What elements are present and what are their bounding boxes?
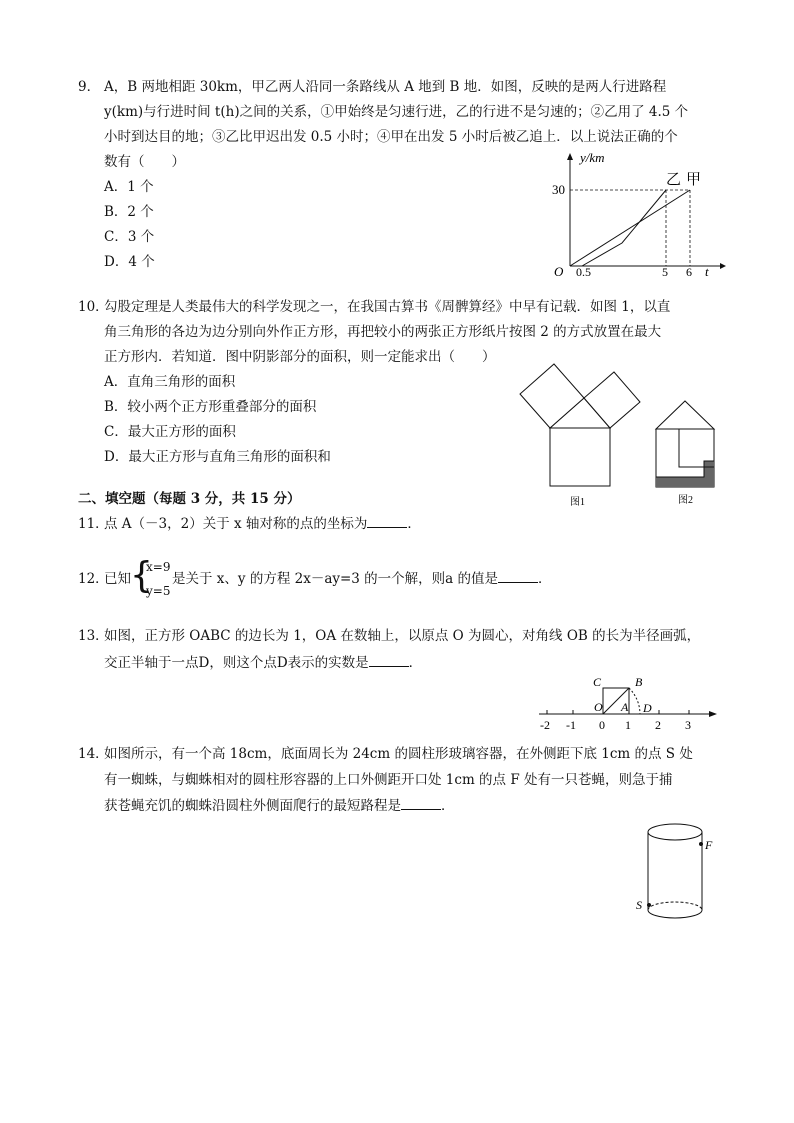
q10-option-d: D．最大正方形与直角三角形的面积和 <box>104 449 331 465</box>
q14-answer-blank[interactable] <box>401 797 441 810</box>
q11-answer-blank[interactable] <box>367 515 407 528</box>
label-f: F <box>705 838 713 852</box>
q10-option-b: B．较小两个正方形重叠部分的面积 <box>104 399 317 415</box>
x-tick-6: 6 <box>686 265 692 279</box>
q11-text-after: ． <box>407 516 421 532</box>
q10-line3: 正方形内．若知道．图中阴影部分的面积，则一定能求出（ ） <box>104 349 496 365</box>
q14-line3 <box>104 797 455 815</box>
q9-line3: 小时到达目的地；③乙比甲迟出发 0.5 小时；④甲在出发 5 小时后被乙追上．以上说法正确的个 <box>104 129 678 145</box>
y-tick-30: 30 <box>552 182 565 197</box>
cylinder-bottom-front <box>648 910 702 918</box>
x-axis-label: t <box>705 264 709 279</box>
q9-line2: y(km)与行进时间 t(h)之间的关系，①甲始终是匀速行进，乙的行进不是匀速的；②乙用了 4.5 个 <box>104 104 689 120</box>
q13-number-line-figure <box>535 672 720 734</box>
q10-line2: 角三角形的各边为边分别向外作正方形，再把较小的两张正方形纸片按图 2 的方式放置在最大 <box>104 324 662 340</box>
x-tick-5: 5 <box>662 265 668 279</box>
label-s: S <box>636 898 642 912</box>
q12-system-brace: { <box>130 555 153 596</box>
tick-label-1: 1 <box>625 718 631 732</box>
q10-line1: 勾股定理是人类最伟大的科学发现之一，在我国古算书《周髀算经》中早有记载．如图 1，以直 <box>104 299 671 315</box>
q9-option-d: D．4 个 <box>104 254 155 270</box>
q9-option-c: C．3 个 <box>104 229 155 245</box>
q12-answer-blank[interactable] <box>498 570 538 583</box>
q12-number: 12． <box>78 571 109 587</box>
q14-line1: 如图所示，有一个高 18cm，底面周长为 24cm 的圆柱形玻璃容器，在外侧距下底 1cm 的点 S 处 <box>104 746 693 762</box>
arc-bd <box>629 688 640 714</box>
jia-label: 甲 <box>686 172 702 188</box>
q9-line4: 数有（ ） <box>104 154 185 170</box>
label-o: O <box>594 700 603 714</box>
q13-number: 13． <box>78 628 109 644</box>
fig2-caption: 图2 <box>678 495 693 506</box>
fig2-triangle <box>656 401 714 429</box>
q10-number: 10． <box>78 299 109 315</box>
q11-text-before: 点 A（－3，2）关于 x 轴对称的点的坐标为 <box>104 516 368 532</box>
fig1-caption: 图1 <box>570 497 585 508</box>
tick-label-2: 2 <box>655 718 661 732</box>
q10-figure2 <box>650 395 720 510</box>
q12-text-after: ． <box>538 571 552 587</box>
point-s <box>647 903 651 907</box>
q9-line1: A，B 两地相距 30km，甲乙两人沿同一条路线从 A 地到 B 地．如图，反映的是两人行进路程 <box>104 79 667 95</box>
section2-heading: 二、填空题（每题 3 分，共 15 分） <box>78 491 301 507</box>
cylinder-top <box>648 824 702 840</box>
q10-option-c: C．最大正方形的面积 <box>104 424 236 440</box>
q14-line2: 有一蜘蛛，与蜘蛛相对的圆柱形容器的上口外侧距开口处 1cm 的点 F 处有一只苍蝇，则急于捕 <box>104 772 673 788</box>
x-axis-arrow <box>720 263 726 269</box>
q13-line2-before: 交正半轴于一点D，则这个点D表示的实数是 <box>104 655 369 671</box>
q10-figure1 <box>518 360 648 510</box>
q13-line2-after: ． <box>408 655 423 671</box>
point-f <box>699 842 703 846</box>
tick-label-minus2: -2 <box>540 718 550 732</box>
q12-eq2: y=5 <box>146 584 171 598</box>
q11-text <box>104 515 421 533</box>
label-a: A <box>621 700 629 714</box>
q9-number: 9． <box>78 79 101 95</box>
large-square <box>550 428 610 486</box>
origin-label: O <box>554 264 564 279</box>
q11-number: 11． <box>78 516 109 532</box>
q9-option-a: A．1 个 <box>104 179 154 195</box>
q12-text-mid: 是关于 x、y 的方程 2x－ay=3 的一个解，则a 的值是 <box>172 571 499 587</box>
q14-number: 14． <box>78 746 109 762</box>
q12-eq1: x=9 <box>146 560 171 574</box>
label-d: D <box>643 701 652 715</box>
y-axis-label: y/km <box>580 150 605 165</box>
q14-line3-after: ． <box>441 798 455 814</box>
yi-label: 乙 <box>666 172 682 188</box>
q14-line3-before: 获苍蝇充饥的蜘蛛沿圆柱外侧面爬行的最短路程是 <box>104 798 401 814</box>
tick-label-minus1: -1 <box>566 718 576 732</box>
y-axis-arrow <box>567 153 573 160</box>
q13-answer-blank[interactable] <box>369 654 409 667</box>
q13-line1: 如图，正方形 OABC 的边长为 1，OA 在数轴上，以原点 O 为圆心，对角线 OB 的长为半径画弧， <box>104 628 701 644</box>
x-tick-0.5: 0.5 <box>576 265 591 279</box>
label-b: B <box>635 675 643 689</box>
label-c: C <box>593 675 602 689</box>
q9-option-b: B．2 个 <box>104 204 154 220</box>
number-line-arrow <box>709 711 717 717</box>
q14-cylinder-figure <box>632 818 722 930</box>
yi-line <box>582 190 666 266</box>
jia-line <box>570 190 690 266</box>
tick-label-3: 3 <box>685 718 691 732</box>
q9-distance-time-graph <box>540 148 730 280</box>
cylinder-bottom-back <box>648 902 702 910</box>
q10-option-a: A．直角三角形的面积 <box>104 374 236 390</box>
tick-label-0: 0 <box>599 718 605 732</box>
q12-text <box>172 570 552 588</box>
q13-line2 <box>104 654 422 672</box>
q12-prefix: 已知 <box>104 571 131 587</box>
